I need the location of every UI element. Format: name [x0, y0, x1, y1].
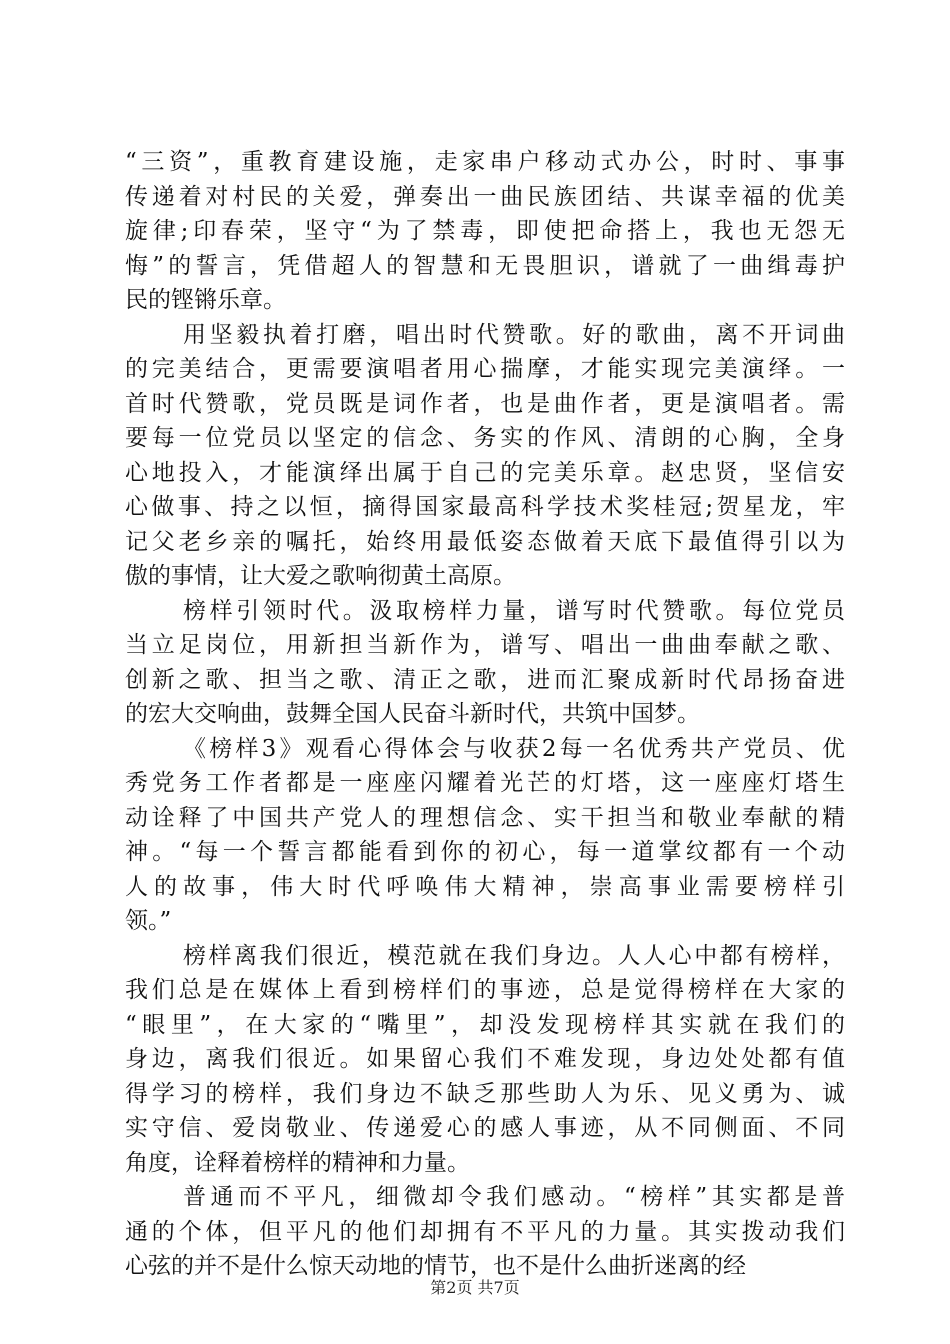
text-line: 榜样引领时代。汲取榜样力量，谱写时代赞歌。每位党员	[183, 597, 845, 624]
paragraph	[125, 594, 845, 732]
text-line: 心地投入，才能演绎出属于自己的完美乐章。赵忠贤，坚信安	[125, 459, 845, 486]
text-line: 悔”的誓言，凭借超人的智慧和无畏胆识，谱就了一曲缉毒护	[125, 252, 845, 279]
text-line: 心弦的并不是什么惊天动地的情节，也不是什么曲折迷离的经	[125, 1253, 746, 1279]
text-line: 传递着对村民的关爱，弹奏出一曲民族团结、共谋幸福的优美	[125, 183, 845, 210]
text-line: 普通而不平凡，细微却令我们感动。“榜样”其实都是普	[183, 1184, 845, 1210]
text-line: 要每一位党员以坚定的信念、务实的作风、清朗的心胸，全身	[125, 425, 845, 451]
text-line: 我们总是在媒体上看到榜样们的事迹，总是觉得榜样在大家的	[125, 977, 845, 1003]
text-line: 首时代赞歌，党员既是词作者，也是曲作者，更是演唱者。需	[125, 390, 845, 417]
text-line: 创新之歌、担当之歌、清正之歌，进而汇聚成新时代昂扬奋进	[125, 666, 845, 693]
text-line: 通的个体，但平凡的他们却拥有不平凡的力量。其实拨动我们	[125, 1218, 845, 1245]
text-line: 当立足岗位，用新担当新作为，谱写、唱出一曲曲奉献之歌、	[125, 632, 845, 658]
text-line: 傲的事情，让大爱之歌响彻黄土高原。	[125, 563, 516, 589]
text-line: 秀党务工作者都是一座座闪耀着光芒的灯塔，这一座座灯塔生	[125, 770, 845, 796]
paragraph	[125, 1180, 845, 1284]
page-footer: 第2页 共7页	[430, 1278, 520, 1297]
text-line: 实守信、爱岗敬业、传递爱心的感人事迹，从不同侧面、不同	[125, 1115, 845, 1141]
text-line: 记父老乡亲的嘱托，始终用最低姿态做着天底下最值得引以为	[125, 528, 845, 555]
document-body	[125, 145, 845, 1284]
text-line: 榜样离我们很近，模范就在我们身边。人人心中都有榜样，	[183, 942, 845, 969]
text-line: 得学习的榜样，我们身边不缺乏那些助人为乐、见义勇为、诚	[125, 1080, 845, 1107]
paragraph	[125, 318, 845, 594]
paragraph	[125, 732, 845, 939]
text-line: 领。”	[125, 908, 172, 934]
paragraph	[125, 939, 845, 1181]
text-line: 用坚毅执着打磨，唱出时代赞歌。好的歌曲，离不开词曲	[183, 321, 845, 348]
text-line: 的完美结合，更需要演唱者用心揣摩，才能实现完美演绎。一	[125, 356, 845, 382]
text-line: 神。“每一个誓言都能看到你的初心，每一道掌纹都有一个动	[125, 839, 845, 865]
text-line: “三资”，重教育建设施，走家串户移动式办公，时时、事事	[125, 149, 845, 175]
text-line: 《榜样3》观看心得体会与收获2每一名优秀共产党员、优	[183, 735, 845, 762]
paragraph	[125, 145, 845, 318]
text-line: 民的铿锵乐章。	[125, 287, 286, 313]
text-line: 的宏大交响曲，鼓舞全国人民奋斗新时代，共筑中国梦。	[125, 701, 700, 727]
text-line: 动诠释了中国共产党人的理想信念、实干担当和敬业奉献的精	[125, 804, 845, 831]
text-line: 心做事、持之以恒，摘得国家最高科学技术奖桂冠;贺星龙，牢	[125, 494, 845, 520]
text-line: 旋律;印春荣，坚守“为了禁毒，即使把命搭上，我也无怨无	[125, 218, 845, 244]
text-line: 身边，离我们很近。如果留心我们不难发现，身边处处都有值	[125, 1046, 845, 1072]
text-line: 角度，诠释着榜样的精神和力量。	[125, 1149, 470, 1176]
text-line: “眼里”，在大家的“嘴里”，却没发现榜样其实就在我们的	[125, 1011, 845, 1038]
text-line: 人的故事，伟大时代呼唤伟大精神，崇高事业需要榜样引	[125, 873, 845, 900]
